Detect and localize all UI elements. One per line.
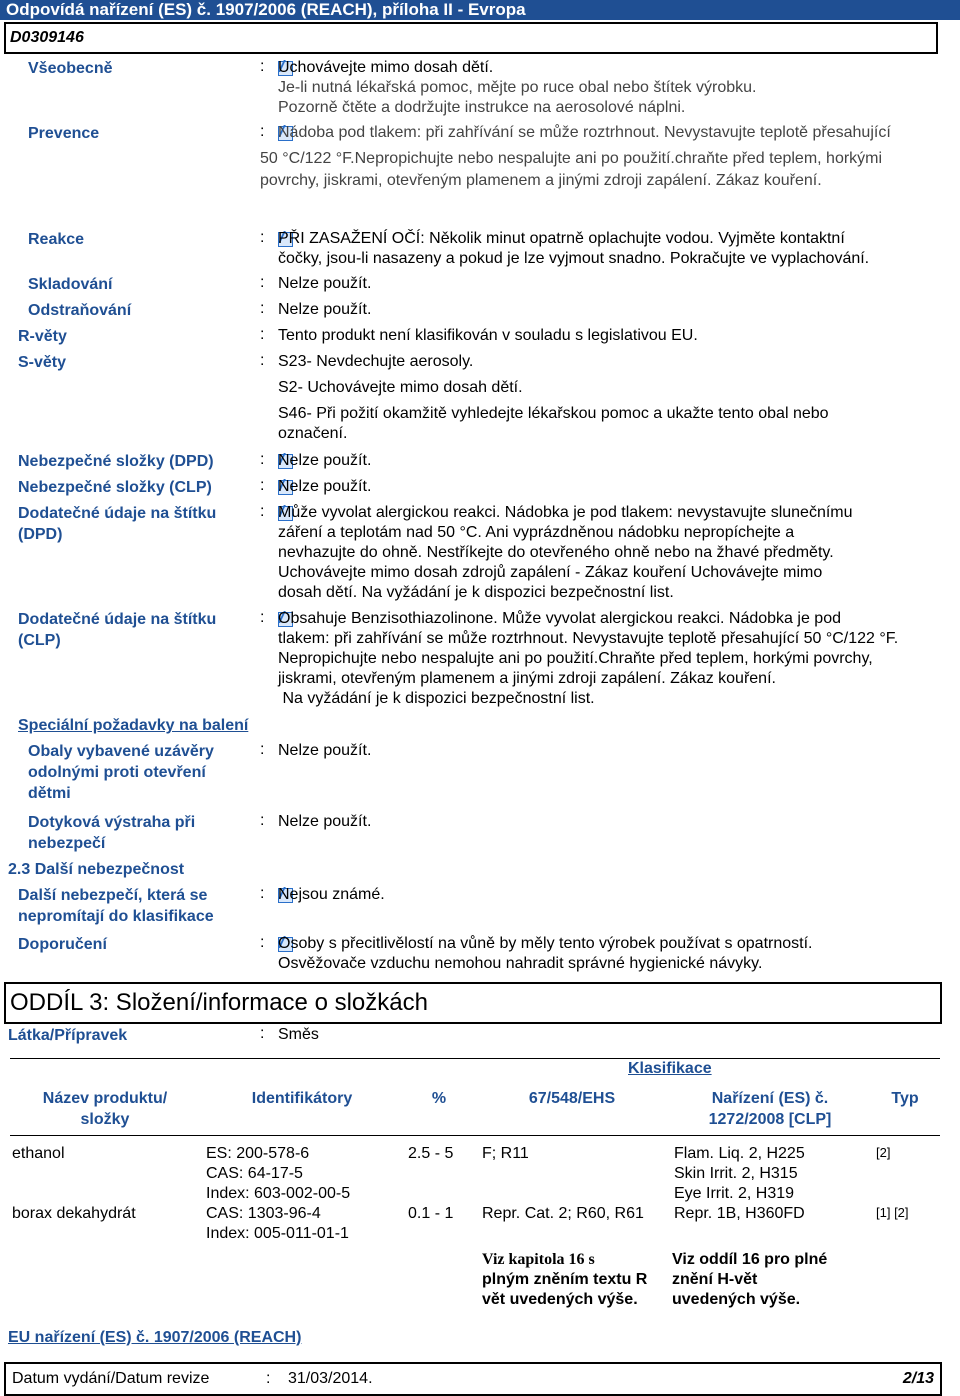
row1-type: [2] <box>876 1145 891 1160</box>
col-type-header: Typ <box>891 1090 919 1107</box>
other-hazards-label-1: Další nebezpečí, která se <box>18 887 208 904</box>
colon: : <box>260 229 265 246</box>
s-phrases-label: S-věty <box>18 354 67 371</box>
general-label: Všeobecně <box>28 60 113 77</box>
row1-id-1: ES: 200-578-6 <box>206 1145 310 1162</box>
colon: : <box>260 300 265 317</box>
colon: : <box>260 326 265 343</box>
table-top-rule <box>10 1058 940 1059</box>
s-phrase-1: S23- Nevdechujte aerosoly. <box>278 353 474 370</box>
recommendation-line-2: Osvěžovače vzduchu nemohou nahradit správné hygienické návyky. <box>278 955 763 972</box>
footer-date-label: Datum vydání/Datum revize <box>12 1370 210 1387</box>
note-clp-line-2: znění H-vět <box>672 1271 758 1288</box>
row1-percent: 2.5 - 5 <box>408 1145 454 1162</box>
other-hazards-value: Nejsou známé. <box>278 886 385 903</box>
extra-dpd-label-1: Dodatečné údaje na štítku <box>18 505 217 522</box>
extra-clp-label-1: Dodatečné údaje na štítku <box>18 611 217 628</box>
note-eec-line-2: plným zněním textu R <box>482 1271 648 1288</box>
child-resistant-label-1: Obaly vybavené uzávěry <box>28 743 214 760</box>
colon: : <box>260 477 265 494</box>
reaction-label: Reakce <box>28 231 85 248</box>
row2-eec: Repr. Cat. 2; R60, R61 <box>482 1205 644 1222</box>
colon: : <box>260 934 265 951</box>
row1-id-2: CAS: 64-17-5 <box>206 1165 303 1182</box>
document-code: D0309146 <box>10 29 84 46</box>
storage-label: Skladování <box>28 276 113 293</box>
tactile-warning-label-2: nebezpečí <box>28 835 106 852</box>
row2-id-1: CAS: 1303-96-4 <box>206 1205 321 1222</box>
special-packaging-heading: Speciální požadavky na balení <box>18 717 249 734</box>
colon: : <box>260 609 265 626</box>
colon: : <box>260 274 265 291</box>
recommendation-line-1: Osoby s přecitlivělostí na vůně by měly tento výrobek používat s opatrností. <box>278 935 813 952</box>
row1-name: ethanol <box>12 1145 65 1162</box>
row2-type: [1] [2] <box>876 1205 909 1220</box>
eu-reach-heading: EU nařízení (ES) č. 1907/2006 (REACH) <box>8 1329 302 1346</box>
prevention-line-1: Nádoba pod tlakem: při zahřívání se může roztrhnout. Nevystavujte teplotě přesahující <box>278 124 891 141</box>
section-3-title: ODDÍL 3: Složení/informace o složkách <box>10 989 428 1016</box>
col-name-header-2: složky <box>80 1111 130 1128</box>
row2-percent: 0.1 - 1 <box>408 1205 454 1222</box>
storage-value: Nelze použít. <box>278 275 372 292</box>
reaction-line-2: čočky, jsou-li nasazeny a pokud je lze vyjmout snadno. Pokračujte ve vyplachování. <box>278 250 870 267</box>
other-hazards-heading: 2.3 Další nebezpečnost <box>8 861 185 878</box>
disposal-value: Nelze použít. <box>278 301 372 318</box>
extra-clp-line-2: tlakem: při zahřívání se může roztrhnout. Nevystavujte teplotě přesahující 50 °C/122 °F. <box>278 630 899 647</box>
document-code-box <box>4 22 938 54</box>
general-line-1: Uchovávejte mimo dosah dětí. <box>278 59 494 76</box>
extra-clp-line-4: jiskrami, otevřeným plamenem a jinými zdroji zapálení. Zákaz kouření. <box>278 670 776 687</box>
row1-eec: F; R11 <box>482 1145 529 1162</box>
extra-dpd-line-4: Uchovávejte mimo dosah zdrojů zapálení - Zákaz kouření Uchovávejte mimo <box>278 564 823 581</box>
colon: : <box>260 352 265 369</box>
col-eec-header: 67/548/EHS <box>528 1090 616 1107</box>
extra-dpd-label-2: (DPD) <box>18 526 63 543</box>
r-phrases-value: Tento produkt není klasifikován v souladu s legislativou EU. <box>278 327 698 344</box>
col-clp-header-1: Nařízení (ES) č. <box>711 1090 829 1107</box>
tactile-warning-value: Nelze použít. <box>278 813 372 830</box>
classification-header: Klasifikace <box>628 1060 712 1077</box>
colon: : <box>260 741 265 758</box>
hazardous-clp-label: Nebezpečné složky (CLP) <box>18 479 212 496</box>
page-number: 2/13 <box>902 1370 934 1387</box>
row2-clp-1: Repr. 1B, H360FD <box>674 1205 805 1222</box>
extra-dpd-line-5: dosah dětí. Na vyžádání je k dispozici bezpečnostní list. <box>278 584 674 601</box>
general-line-2: Je-li nutná lékařská pomoc, mějte po ruce obal nebo štítek výrobku. <box>278 79 757 96</box>
note-eec-line-1: Viz kapitola 16 s <box>482 1251 595 1268</box>
row1-id-3: Index: 603-002-00-5 <box>206 1185 351 1202</box>
colon: : <box>260 885 265 902</box>
col-percent-header: % <box>431 1090 447 1107</box>
extra-clp-label-2: (CLP) <box>18 632 61 649</box>
note-clp-line-1: Viz oddíl 16 pro plné <box>672 1251 828 1268</box>
extra-clp-line-1: Obsahuje Benzisothiazolinone. Může vyvolat alergickou reakci. Nádobka je pod <box>278 610 841 627</box>
table-header-rule <box>10 1135 940 1136</box>
extra-dpd-line-3: nevhazujte do ohně. Nestříkejte do otevřeného ohně nebo na žhavé předměty. <box>278 544 834 561</box>
substance-label: Látka/Přípravek <box>8 1027 128 1044</box>
row1-clp-3: Eye Irrit. 2, H319 <box>674 1185 795 1202</box>
substance-value: Směs <box>278 1026 319 1043</box>
colon: : <box>260 503 265 520</box>
colon: : <box>266 1370 271 1387</box>
footer-date: 31/03/2014. <box>288 1370 373 1387</box>
disposal-label: Odstraňování <box>28 302 132 319</box>
s-phrase-3: S46- Při požití okamžitě vyhledejte lékařskou pomoc a ukažte tento obal nebo <box>278 405 829 422</box>
child-resistant-label-3: dětmi <box>28 785 71 802</box>
section-3-title-box <box>4 982 942 1024</box>
row2-id-2: Index: 005-011-01-1 <box>206 1225 349 1242</box>
row1-clp-1: Flam. Liq. 2, H225 <box>674 1145 805 1162</box>
colon: : <box>260 812 265 829</box>
extra-clp-line-5: Na vyžádání je k dispozici bezpečnostní list. <box>278 690 595 707</box>
note-eec-line-3: vět uvedených výše. <box>482 1291 638 1308</box>
hazardous-clp-value: Nelze použít. <box>278 478 372 495</box>
extra-dpd-line-2: záření a teplotám nad 50 °C. Ani vyprázdněnou nádobku nepropíchejte a <box>278 524 795 541</box>
row2-name: borax dekahydrát <box>12 1205 136 1222</box>
note-clp-line-3: uvedených výše. <box>672 1291 801 1308</box>
colon: : <box>260 1025 265 1042</box>
reaction-line-1: PŘI ZASAŽENÍ OČÍ: Několik minut opatrně oplachujte vodou. Vyjměte kontaktní <box>278 230 845 247</box>
col-clp-header-2: 1272/2008 [CLP] <box>708 1111 832 1128</box>
regulation-text: Odpovídá nařízení (ES) č. 1907/2006 (REACH), příloha II - Evropa <box>6 0 526 19</box>
extra-clp-line-3: Nepropichujte nebo nespalujte ani po použití.Chraňte před teplem, horkými povrchy, <box>278 650 873 667</box>
s-phrase-2: S2- Uchovávejte mimo dosah dětí. <box>278 379 523 396</box>
recommendation-label: Doporučení <box>18 936 107 953</box>
hazardous-dpd-label: Nebezpečné složky (DPD) <box>18 453 214 470</box>
general-line-3: Pozorně čtěte a dodržujte instrukce na aerosolové náplni. <box>278 99 686 116</box>
col-name-header-1: Název produktu/ <box>42 1090 168 1107</box>
prevention-label: Prevence <box>28 125 100 142</box>
colon: : <box>260 58 265 75</box>
hazardous-dpd-value: Nelze použít. <box>278 452 372 469</box>
regulation-banner <box>0 0 960 20</box>
colon: : <box>260 123 265 140</box>
extra-dpd-line-1: Může vyvolat alergickou reakci. Nádobka je pod tlakem: nevystavujte slunečnímu <box>278 504 853 521</box>
prevention-line-2: 50 °C/122 °F.Nepropichujte nebo nespalujte ani po použití.chraňte před teplem, horkými <box>260 150 883 167</box>
other-hazards-label-2: nepromítají do klasifikace <box>18 908 214 925</box>
row1-clp-2: Skin Irrit. 2, H315 <box>674 1165 798 1182</box>
child-resistant-value: Nelze použít. <box>278 742 372 759</box>
r-phrases-label: R-věty <box>18 328 67 345</box>
col-identifiers-header: Identifikátory <box>251 1090 353 1107</box>
tactile-warning-label-1: Dotyková výstraha při <box>28 814 196 831</box>
prevention-line-3: povrchy, jiskrami, otevřeným plamenem a jinými zdroji zapálení. Zákaz kouření. <box>260 172 822 189</box>
s-phrase-3-cont: označení. <box>278 425 348 442</box>
colon: : <box>260 451 265 468</box>
footer-box <box>4 1362 942 1396</box>
child-resistant-label-2: odolnými proti otevření <box>28 764 206 781</box>
